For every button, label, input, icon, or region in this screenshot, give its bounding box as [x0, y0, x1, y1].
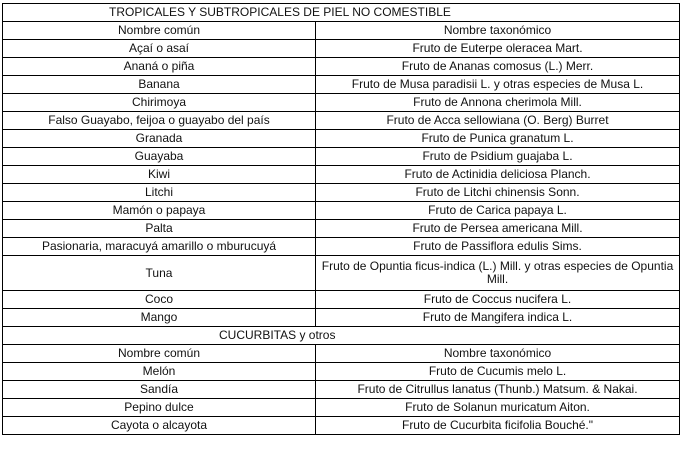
common-name-cell: Sandía: [3, 381, 316, 399]
table-row: [3, 58, 680, 76]
table-row: [3, 40, 680, 58]
common-name-cell: Chirimoya: [3, 94, 316, 112]
taxonomic-name-cell: Fruto de Actinidia deliciosa Planch.: [316, 166, 680, 184]
table-row: [3, 76, 680, 94]
taxonomic-name-cell: Fruto de Solanun muricatum Aiton.: [316, 399, 680, 417]
table-row: [3, 184, 680, 202]
taxonomic-name-cell: Fruto de Cucumis melo L.: [316, 363, 680, 381]
taxonomic-name-cell: Fruto de Cucurbita ficifolia Bouché.": [316, 417, 680, 435]
taxonomic-name-cell: Fruto de Litchi chinensis Sonn.: [316, 184, 680, 202]
table-row: [3, 94, 680, 112]
table-row: [3, 363, 680, 381]
table-row: [3, 148, 680, 166]
table-row: [3, 399, 680, 417]
common-name-cell: Palta: [3, 220, 316, 238]
table-row: [3, 130, 680, 148]
taxonomic-name-cell: Fruto de Passiflora edulis Sims.: [316, 238, 680, 256]
common-name-cell: Litchi: [3, 184, 316, 202]
common-name-cell: Cayota o alcayota: [3, 417, 316, 435]
section-title-tropical: TROPICALES Y SUBTROPICALES DE PIEL NO COMESTIBLE: [3, 4, 680, 22]
common-name-cell: Pepino dulce: [3, 399, 316, 417]
taxonomic-name-cell: Fruto de Persea americana Mill.: [316, 220, 680, 238]
section-title-row: [3, 327, 680, 345]
common-name-cell: Guayaba: [3, 148, 316, 166]
header-taxonomic-name: Nombre taxonómico: [316, 22, 680, 40]
header-row: [3, 22, 680, 40]
common-name-cell: Melón: [3, 363, 316, 381]
taxonomic-name-cell: Fruto de Musa paradisii L. y otras especies de Musa L.: [316, 76, 680, 94]
taxonomic-name-cell: Fruto de Coccus nucifera L.: [316, 291, 680, 309]
taxonomic-name-cell: Fruto de Annona cherimola Mill.: [316, 94, 680, 112]
common-name-cell: Ananá o piña: [3, 58, 316, 76]
common-name-cell: Mamón o papaya: [3, 202, 316, 220]
taxonomic-name-cell: Fruto de Mangifera indica L.: [316, 309, 680, 327]
table-row: [3, 291, 680, 309]
table-row: [3, 202, 680, 220]
common-name-cell: Tuna: [3, 256, 316, 291]
header-taxonomic-name: Nombre taxonómico: [316, 345, 680, 363]
taxonomic-name-cell: Fruto de Citrullus lanatus (Thunb.) Matsum. & Nakai.: [316, 381, 680, 399]
common-name-cell: Kiwi: [3, 166, 316, 184]
table-row: [3, 309, 680, 327]
table-body: [3, 4, 680, 435]
table-row: [3, 381, 680, 399]
taxonomic-name-cell: Fruto de Acca sellowiana (O. Berg) Burret: [316, 112, 680, 130]
common-name-cell: Banana: [3, 76, 316, 94]
table-row: [3, 112, 680, 130]
common-name-cell: Mango: [3, 309, 316, 327]
taxonomic-name-cell: Fruto de Opuntia ficus-indica (L.) Mill. y otras especies de Opuntia Mill.: [316, 256, 680, 291]
common-name-cell: Coco: [3, 291, 316, 309]
table-row: [3, 166, 680, 184]
taxonomic-name-cell: Fruto de Euterpe oleracea Mart.: [316, 40, 680, 58]
common-name-cell: Granada: [3, 130, 316, 148]
common-name-cell: Falso Guayabo, feijoa o guayabo del país: [3, 112, 316, 130]
table-row: [3, 238, 680, 256]
common-name-cell: Pasionaria, maracuyá amarillo o mburucuyá: [3, 238, 316, 256]
table-row: [3, 220, 680, 238]
table-row: [3, 256, 680, 291]
table-row: [3, 417, 680, 435]
section-title-row: [3, 4, 680, 22]
taxonomic-name-cell: Fruto de Psidium guajaba L.: [316, 148, 680, 166]
taxonomic-name-cell: Fruto de Carica papaya L.: [316, 202, 680, 220]
fruit-classification-table: [2, 3, 680, 435]
section-title-cucurbitas: CUCURBITAS y otros: [3, 327, 680, 345]
taxonomic-name-cell: Fruto de Punica granatum L.: [316, 130, 680, 148]
common-name-cell: Açaí o asaí: [3, 40, 316, 58]
header-common-name: Nombre común: [3, 22, 316, 40]
header-common-name: Nombre común: [3, 345, 316, 363]
header-row: [3, 345, 680, 363]
taxonomic-name-cell: Fruto de Ananas comosus (L.) Merr.: [316, 58, 680, 76]
